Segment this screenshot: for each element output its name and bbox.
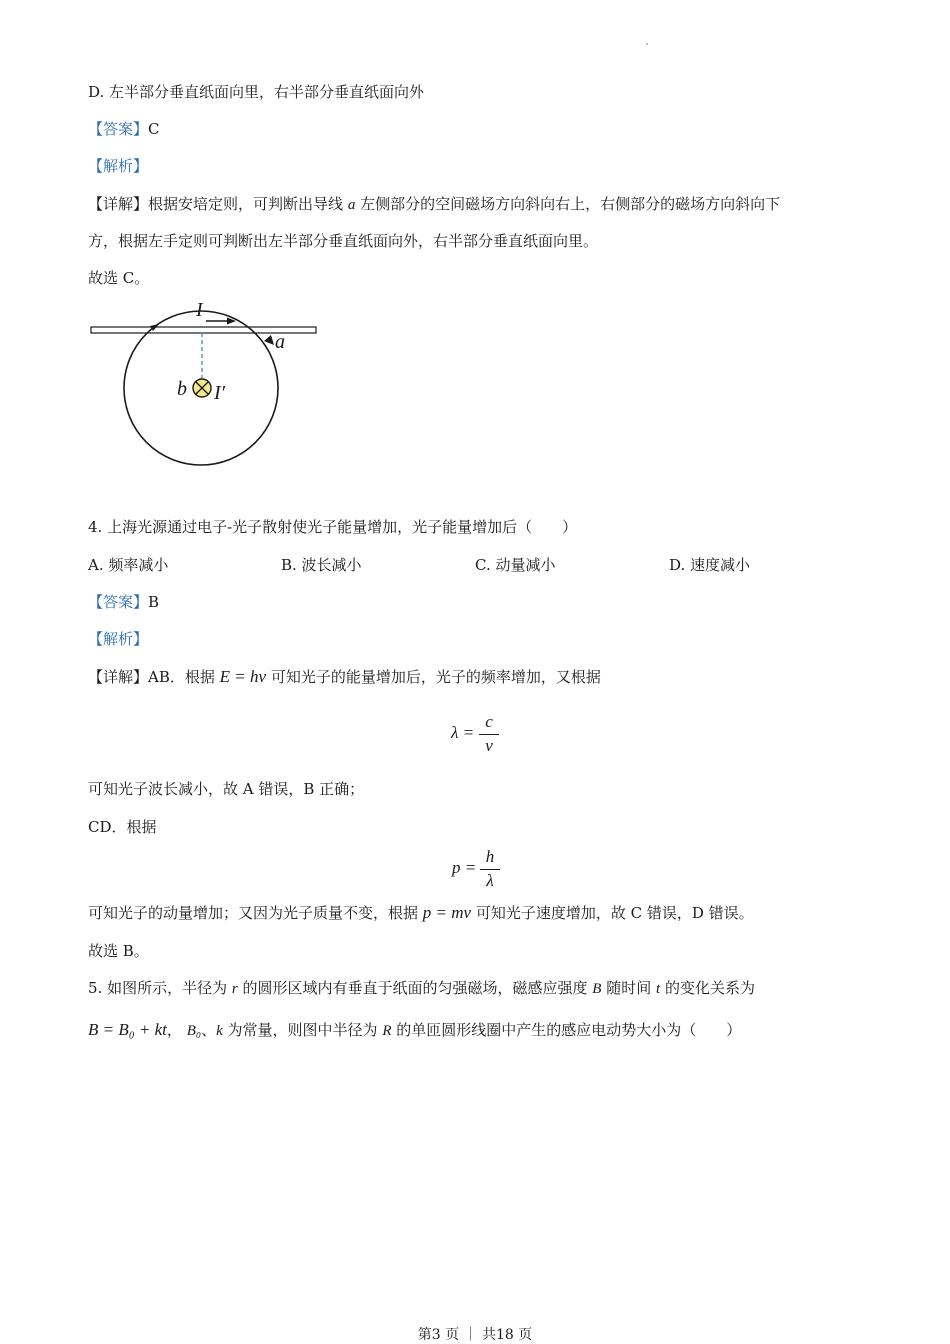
equation-p: [452, 847, 512, 893]
label-a: a: [275, 331, 285, 353]
detail-text: 左侧部分的空间磁场方向斜向右上，右侧部分的磁场方向斜向下: [360, 195, 781, 213]
formula-B: B = B₀ + kt: [88, 1020, 167, 1039]
var-B0: B₀: [186, 1023, 202, 1039]
detail-tag: 【详解】: [88, 668, 149, 686]
label-b: b: [177, 378, 187, 400]
eq-lhs: p =: [452, 858, 477, 877]
detail-tag: 【详解】: [88, 195, 149, 213]
label-I: I: [196, 299, 203, 321]
q4-option-d: D. 速度减小: [669, 556, 751, 574]
q4-option-a: A. 频率减小: [88, 556, 169, 574]
q3-answer-line: [88, 119, 160, 139]
q5-text: 的单匝圆形线圈中产生的感应电动势大小为（ ）: [396, 1021, 742, 1039]
q3-detail-line-2: 方，根据左手定则可判断出左半部分垂直纸面向外，右半部分垂直纸面向里。: [88, 232, 599, 250]
eq-denominator: λ: [486, 871, 494, 890]
fraction-bar: [480, 869, 500, 870]
page-footer: 第3 页 ｜ 共18 页: [417, 1327, 533, 1343]
fraction-bar: [479, 734, 499, 735]
q5-text: 、: [201, 1021, 217, 1039]
answer-value: C: [148, 120, 160, 138]
q5-text: 随时间: [606, 979, 652, 997]
formula-p-mv: p = mv: [422, 903, 472, 922]
q4-option-c: C. 动量减小: [475, 556, 556, 574]
answer-tag: 【答案】: [88, 593, 149, 611]
detail-text: 可知光子的动量增加；又因为光子质量不变，根据: [88, 904, 419, 922]
q5-text: 的圆形区域内有垂直于纸面的匀强磁场，磁感应强度: [242, 979, 588, 997]
q4-analysis-tag: 【解析】: [88, 630, 149, 648]
q3-conclusion: 故选 C。: [88, 269, 150, 287]
q4-conclusion: 故选 B。: [88, 942, 149, 960]
var-a: a: [347, 197, 356, 213]
q3-option-d: D. 左半部分垂直纸面向里，右半部分垂直纸面向外: [88, 83, 425, 101]
q3-detail-line-1: [88, 194, 780, 215]
q4-line-after-eq2: [88, 903, 754, 923]
q4-option-b: B. 波长减小: [281, 556, 362, 574]
eq-denominator: ν: [485, 736, 493, 755]
q4-question: 4. 上海光源通过电子-光子散射使光子能量增加，光子能量增加后（ ）: [88, 518, 578, 536]
answer-value: B: [148, 593, 160, 611]
q3-analysis-tag: 【解析】: [88, 157, 149, 175]
q4-line-after-eq1: 可知光子波长减小，故 A 错误，B 正确；: [88, 780, 365, 798]
q5-text: 的变化关系为: [665, 979, 756, 997]
q5-text: 5. 如图所示，半径为: [88, 979, 228, 997]
var-r: r: [231, 981, 238, 997]
equation-lambda: [451, 712, 511, 758]
q5-line-1: [88, 978, 755, 999]
eq-numerator: h: [485, 847, 495, 866]
detail-text: 可知光子速度增加，故 C 错误，D 错误。: [475, 904, 754, 922]
q4-answer-line: [88, 592, 159, 612]
var-k: k: [216, 1023, 223, 1039]
q4-detail-line-1: [88, 667, 601, 687]
eq-lhs: λ =: [451, 723, 475, 742]
scan-dot: [646, 43, 648, 45]
q5-text: ，: [166, 1021, 182, 1039]
var-R: R: [382, 1023, 392, 1039]
eq-numerator: c: [485, 712, 493, 731]
field-arrow-right: [264, 335, 274, 345]
var-t: t: [656, 981, 661, 997]
var-B: B: [592, 981, 602, 997]
detail-text: 根据安培定则，可判断出导线: [148, 195, 344, 213]
wire-circle-figure: [88, 298, 324, 474]
q5-text: 为常量，则图中半径为: [227, 1021, 378, 1039]
answer-tag: 【答案】: [88, 120, 149, 138]
label-I-prime: I′: [214, 382, 226, 404]
detail-text: AB．根据: [148, 668, 215, 686]
q4-cd-line: CD．根据: [88, 818, 157, 836]
detail-text: 可知光子的能量增加后，光子的频率增加，又根据: [270, 668, 601, 686]
q5-line-2: [88, 1020, 741, 1041]
formula-e-hv: E = hν: [219, 667, 267, 686]
